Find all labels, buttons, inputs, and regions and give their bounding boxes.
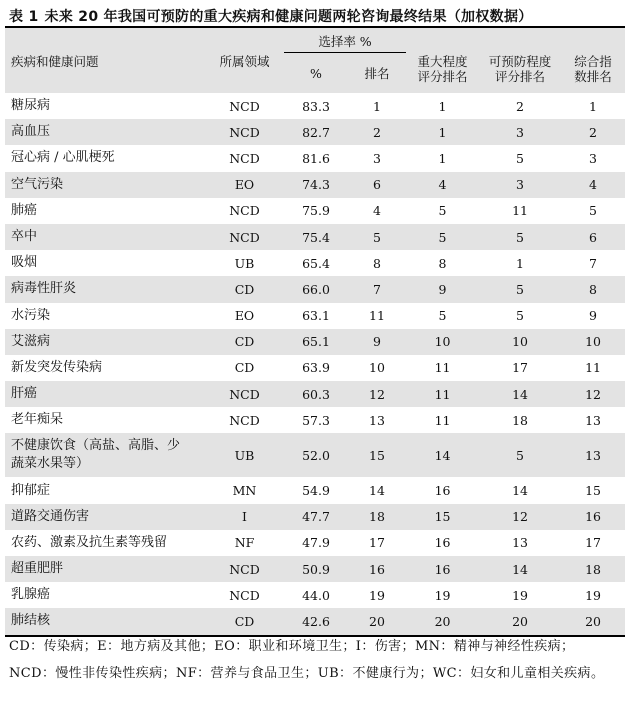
table-row <box>5 433 625 477</box>
cell-preventability-rank: 13 <box>512 535 528 551</box>
cell-pct: 75.4 <box>284 224 348 250</box>
cell-rank: 20 <box>348 608 406 634</box>
cell-disease-name: 超重肥胖 <box>5 556 205 582</box>
cell-pct: 81.6 <box>302 150 330 166</box>
cell-preventability-rank: 5 <box>479 224 561 250</box>
table-row <box>5 303 625 329</box>
cell-rank: 18 <box>348 504 406 530</box>
cell-field: NCD <box>205 119 284 145</box>
cell-pct: 54.9 <box>302 483 330 499</box>
cell-overall-rank: 3 <box>589 150 597 166</box>
cell-field: MN <box>232 483 257 499</box>
cell-severity-rank: 19 <box>434 587 451 603</box>
table-title: 未来 20 年我国可预防的重大疾病和健康问题两轮咨询最终结果（加权数据） <box>44 9 533 25</box>
cell-pct: 65.4 <box>302 255 330 271</box>
cell-overall-rank: 13 <box>585 412 601 428</box>
cell-overall-rank: 11 <box>585 360 601 376</box>
cell-severity-rank: 14 <box>406 433 479 477</box>
table-row <box>5 119 625 145</box>
cell-preventability-rank: 19 <box>512 587 528 603</box>
cell-overall-rank: 5 <box>589 203 597 219</box>
data-table-container <box>5 26 625 637</box>
cell-severity-rank: 5 <box>438 203 447 219</box>
cell-rank: 6 <box>348 172 406 198</box>
cell-field: NF <box>234 535 255 551</box>
cell-field: NCD <box>229 412 260 428</box>
cell-rank: 12 <box>348 381 406 407</box>
cell-preventability-rank: 11 <box>512 203 528 219</box>
cell-severity-rank: 11 <box>406 381 479 407</box>
cell-overall-rank: 16 <box>561 504 625 530</box>
cell-disease-name: 肺结核 <box>5 608 205 634</box>
cell-pct: 65.1 <box>284 329 348 355</box>
header-field: 所属领域 <box>205 28 284 93</box>
cell-preventability-rank: 14 <box>512 483 528 499</box>
cell-field: NCD <box>229 587 260 603</box>
cell-preventability-rank: 12 <box>479 504 561 530</box>
cell-overall-rank: 17 <box>585 535 601 551</box>
cell-field: NCD <box>229 203 260 219</box>
cell-disease-name <box>5 433 205 477</box>
cell-severity-rank: 16 <box>406 556 479 582</box>
cell-disease-name: 卒中 <box>5 224 205 250</box>
cell-field: NCD <box>229 98 260 114</box>
cell-overall-rank: 1 <box>589 98 597 114</box>
cell-pct: 57.3 <box>302 412 330 428</box>
cell-preventability-rank: 3 <box>479 119 561 145</box>
cell-preventability-rank: 20 <box>479 608 561 634</box>
cell-rank: 8 <box>373 255 381 271</box>
cell-disease-name: 空气污染 <box>5 172 205 198</box>
cell-disease-name: 高血压 <box>5 119 205 145</box>
cell-disease-name: 新发突发传染病 <box>11 359 103 375</box>
cell-field: EO <box>234 308 255 324</box>
header-preventability-rank: 可预防程度 评分排名 <box>479 28 561 93</box>
cell-disease-name: 艾滋病 <box>5 329 205 355</box>
cell-severity-rank: 9 <box>406 276 479 302</box>
cell-preventability-rank: 14 <box>479 381 561 407</box>
cell-rank: 7 <box>348 276 406 302</box>
cell-overall-rank: 13 <box>561 433 625 477</box>
header-selection-group: 选择率 % <box>284 28 406 53</box>
cell-severity-rank: 15 <box>406 504 479 530</box>
table-caption <box>9 6 533 26</box>
cell-disease-name: 糖尿病 <box>11 98 51 114</box>
cell-overall-rank: 7 <box>589 255 597 271</box>
cell-pct: 47.9 <box>302 535 330 551</box>
cell-overall-rank: 2 <box>561 119 625 145</box>
header-severity-rank: 重大程度 评分排名 <box>406 28 479 93</box>
table-row <box>5 582 625 608</box>
cell-pct: 60.3 <box>284 381 348 407</box>
table-row <box>5 250 625 276</box>
cell-rank: 5 <box>348 224 406 250</box>
cell-rank: 16 <box>348 556 406 582</box>
cell-preventability-rank: 10 <box>479 329 561 355</box>
cell-overall-rank: 4 <box>561 172 625 198</box>
cell-field: NCD <box>205 224 284 250</box>
cell-disease-name: 肺癌 <box>11 202 38 218</box>
cell-preventability-rank: 14 <box>479 556 561 582</box>
cell-preventability-rank: 5 <box>516 150 524 166</box>
cell-pct: 47.7 <box>284 504 348 530</box>
cell-severity-rank: 20 <box>406 608 479 634</box>
table-row <box>5 198 625 224</box>
cell-disease-name: 吸烟 <box>11 255 38 271</box>
cell-rank: 13 <box>369 412 385 428</box>
cell-field: CD <box>205 276 284 302</box>
cell-rank: 1 <box>373 98 381 114</box>
cell-field: NCD <box>205 381 284 407</box>
cell-field: EO <box>205 172 284 198</box>
cell-pct: 44.0 <box>302 587 330 603</box>
table-row <box>5 172 625 198</box>
header-rank: 排名 <box>348 53 406 94</box>
cell-disease-name: 肝癌 <box>5 381 205 407</box>
cell-pct: 63.9 <box>302 360 330 376</box>
cell-rank: 11 <box>369 308 385 324</box>
cell-disease-name: 水污染 <box>11 307 51 323</box>
table-row <box>5 145 625 171</box>
cell-disease-name: 老年痴呆 <box>11 412 64 428</box>
cell-pct: 66.0 <box>284 276 348 302</box>
header-overall-rank: 综合指 数排名 <box>561 28 625 93</box>
cell-overall-rank: 15 <box>585 483 601 499</box>
cell-rank: 3 <box>373 150 381 166</box>
cell-field: CD <box>234 360 255 376</box>
cell-rank: 4 <box>373 203 381 219</box>
cell-rank: 2 <box>348 119 406 145</box>
cell-rank: 15 <box>348 433 406 477</box>
cell-pct: 75.9 <box>302 203 330 219</box>
cell-severity-rank: 5 <box>406 224 479 250</box>
table-row <box>5 224 625 250</box>
table-row <box>5 608 625 634</box>
table-header <box>5 28 625 93</box>
cell-overall-rank: 10 <box>561 329 625 355</box>
table-row <box>5 355 625 381</box>
cell-preventability-rank: 2 <box>516 98 524 114</box>
cell-rank: 19 <box>369 587 385 603</box>
table-row <box>5 556 625 582</box>
cell-field: NCD <box>205 556 284 582</box>
table-row <box>5 504 625 530</box>
cell-pct: 42.6 <box>284 608 348 634</box>
cell-disease-name: 病毒性肝炎 <box>5 276 205 302</box>
cell-severity-rank: 1 <box>406 119 479 145</box>
cell-severity-rank: 11 <box>434 412 451 428</box>
cell-pct: 50.9 <box>284 556 348 582</box>
cell-rank: 10 <box>369 360 385 376</box>
cell-field: CD <box>205 329 284 355</box>
cell-pct: 63.1 <box>302 308 330 324</box>
header-pct: % <box>284 53 348 94</box>
cell-pct: 52.0 <box>284 433 348 477</box>
cell-disease-name: 冠心病 / 心肌梗死 <box>11 150 115 166</box>
cell-disease-name: 抑郁症 <box>11 482 51 498</box>
cell-disease-name: 道路交通伤害 <box>5 504 205 530</box>
cell-disease-name-line1: 不健康饮食（高盐、高脂、少 <box>11 438 181 454</box>
table-footnote: CD：传染病；E：地方病及其他；EO：职业和环境卫生；I：伤害；MN：精神与神经性疾病；NCD：慢性非传染性疾病；NF：营养与食品卫生；UB：不健康行为；WC：妇女和儿童相关疾病。 <box>9 639 605 681</box>
cell-severity-rank: 10 <box>406 329 479 355</box>
cell-rank: 17 <box>369 535 385 551</box>
cell-overall-rank: 6 <box>561 224 625 250</box>
cell-overall-rank: 12 <box>561 381 625 407</box>
table-row <box>5 530 625 556</box>
cell-pct: 74.3 <box>284 172 348 198</box>
cell-preventability-rank: 3 <box>479 172 561 198</box>
cell-field: CD <box>205 608 284 634</box>
cell-field: UB <box>205 433 284 477</box>
cell-preventability-rank: 5 <box>479 276 561 302</box>
header-disease: 疾病和健康问题 <box>5 28 205 93</box>
cell-severity-rank: 16 <box>434 483 451 499</box>
cell-severity-rank: 8 <box>438 255 447 271</box>
table-body <box>5 93 625 635</box>
cell-disease-name: 乳腺癌 <box>11 587 51 603</box>
cell-overall-rank: 9 <box>589 308 597 324</box>
cell-disease-name: 农药、激素及抗生素等残留 <box>11 534 168 550</box>
table-row <box>5 276 625 302</box>
table-row <box>5 329 625 355</box>
results-table <box>5 28 625 635</box>
cell-preventability-rank: 1 <box>516 255 524 271</box>
cell-preventability-rank: 5 <box>479 433 561 477</box>
table-number: 表 1 <box>9 9 39 25</box>
cell-rank: 14 <box>369 483 385 499</box>
table-row <box>5 381 625 407</box>
cell-severity-rank: 5 <box>438 308 447 324</box>
cell-rank: 9 <box>348 329 406 355</box>
cell-preventability-rank: 5 <box>516 308 524 324</box>
cell-severity-rank: 1 <box>438 150 447 166</box>
cell-overall-rank: 8 <box>561 276 625 302</box>
cell-severity-rank: 4 <box>406 172 479 198</box>
cell-overall-rank: 18 <box>561 556 625 582</box>
cell-pct: 82.7 <box>284 119 348 145</box>
cell-preventability-rank: 17 <box>512 360 528 376</box>
cell-field: NCD <box>229 150 260 166</box>
cell-overall-rank: 20 <box>561 608 625 634</box>
table-row <box>5 93 625 119</box>
cell-severity-rank: 1 <box>438 98 447 114</box>
cell-field: I <box>205 504 284 530</box>
table-row <box>5 477 625 503</box>
cell-preventability-rank: 18 <box>512 412 528 428</box>
cell-severity-rank: 11 <box>434 360 451 376</box>
cell-disease-name-line2: 蔬菜水果等） <box>11 456 90 472</box>
cell-field: UB <box>234 255 255 271</box>
cell-overall-rank: 19 <box>585 587 601 603</box>
table-row <box>5 407 625 433</box>
cell-severity-rank: 16 <box>434 535 451 551</box>
cell-pct: 83.3 <box>302 98 330 114</box>
